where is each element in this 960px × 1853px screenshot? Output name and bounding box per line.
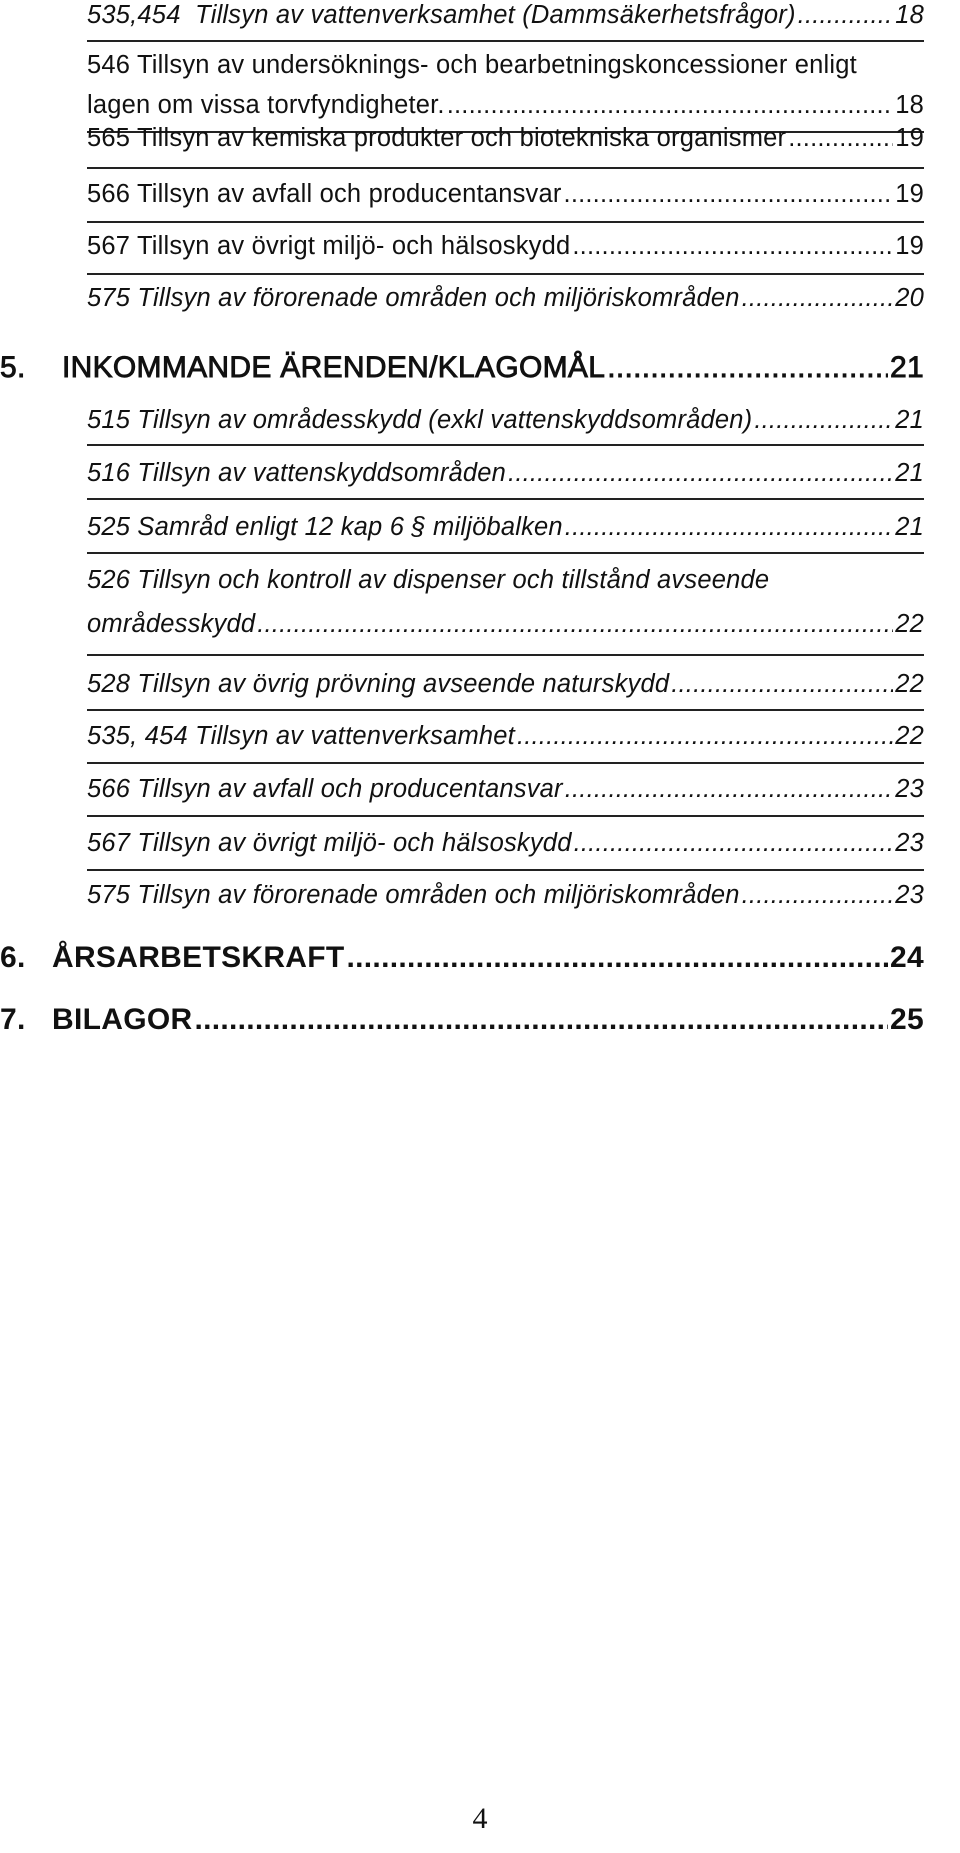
toc-section-title: INKOMMANDE ÄRENDEN/KLAGOMÅL: [62, 351, 606, 384]
toc-leader-dots: [447, 91, 894, 120]
toc-page-number: 19: [895, 180, 924, 208]
toc-leader-dots: [574, 829, 894, 858]
toc-entry-528-nature-protection[interactable]: [87, 670, 924, 711]
toc-leader-dots: [564, 180, 894, 209]
toc-entry-text-line2: lagen om vissa torvfyndigheter.: [87, 91, 445, 119]
toc-leader-dots: [257, 610, 893, 639]
toc-entry-text: 535, 454 Tillsyn av vattenverksamhet: [87, 722, 515, 750]
toc-leader-dots: [572, 232, 893, 261]
toc-entry-525-consultation[interactable]: [87, 513, 924, 554]
toc-leader-dots: [508, 459, 893, 488]
toc-entry-text: 575 Tillsyn av förorenade områden och miljöriskområden: [87, 284, 740, 312]
toc-section-number: 5.: [0, 351, 26, 384]
toc-section-6[interactable]: [0, 941, 924, 981]
toc-entry-text: 516 Tillsyn av vattenskyddsområden: [87, 459, 507, 487]
toc-page-number: 23: [895, 829, 924, 857]
toc-leader-dots: [194, 1003, 888, 1037]
toc-leader-dots: [671, 670, 893, 699]
toc-leader-dots: [788, 124, 893, 153]
toc-page-number: 21: [895, 459, 924, 487]
toc-page-number: 21: [890, 351, 924, 384]
toc-section-title: ÅRSARBETSKRAFT: [52, 941, 345, 974]
toc-entry-567-environment-health-2[interactable]: [87, 829, 924, 871]
toc-entry-567-environment-health[interactable]: [87, 232, 924, 275]
toc-section-number: 6.: [0, 941, 26, 974]
toc-leader-dots: [607, 351, 888, 385]
toc-leader-dots: [565, 513, 893, 542]
toc-entry-515-area-protection[interactable]: [87, 406, 924, 446]
toc-page-number: 21: [895, 406, 924, 434]
toc-page-number: 19: [895, 124, 924, 152]
toc-entry-text: 566 Tillsyn av avfall och producentansvar: [87, 180, 562, 208]
toc-entry-text: 567 Tillsyn av övrigt miljö- och hälsoskydd: [87, 232, 571, 260]
toc-section-title: BILAGOR: [52, 1003, 193, 1036]
toc-leader-dots: [742, 284, 894, 313]
toc-entry-text: 525 Samråd enligt 12 kap 6 § miljöbalken: [87, 513, 563, 541]
toc-entry-text: 528 Tillsyn av övrig prövning avseende naturskydd: [87, 670, 670, 698]
toc-page-number: 23: [895, 775, 924, 803]
toc-page-number: 18: [895, 1, 924, 29]
toc-entry-535-454-water-operations[interactable]: [87, 722, 924, 764]
toc-entry-516-water-protection[interactable]: [87, 459, 924, 500]
toc-entry-text: 566 Tillsyn av avfall och producentansvar: [87, 775, 563, 803]
toc-entry-text-line1: 526 Tillsyn och kontroll av dispenser och tillstånd avseende: [87, 566, 770, 594]
toc-entry-575-contaminated-areas[interactable]: [87, 284, 924, 320]
toc-entry-546-peat-concessions[interactable]: [87, 50, 924, 133]
toc-page-number: 20: [895, 284, 924, 312]
toc-entry-text: 565 Tillsyn av kemiska produkter och biotekniska organismer: [87, 124, 787, 152]
toc-entry-566-waste[interactable]: [87, 180, 924, 223]
toc-entry-526-dispensations[interactable]: [87, 566, 924, 656]
toc-page-number: 22: [895, 670, 924, 698]
toc-entry-566-waste-2[interactable]: [87, 775, 924, 817]
toc-page-number: 19: [895, 232, 924, 260]
toc-entry-text: 515 Tillsyn av områdesskydd (exkl vattenskyddsområden): [87, 406, 753, 434]
toc-page-number: 22: [895, 610, 924, 638]
toc-page-number: 21: [895, 513, 924, 541]
toc-section-number: 7.: [0, 1003, 26, 1036]
toc-leader-dots: [742, 881, 894, 910]
toc-leader-dots: [347, 941, 888, 975]
toc-leader-dots: [517, 722, 893, 751]
toc-entry-text: 535,454 Tillsyn av vattenverksamhet (Dammsäkerhetsfrågor): [87, 1, 796, 29]
toc-page-number: 18: [895, 91, 924, 119]
toc-page-number: 22: [895, 722, 924, 750]
toc-entry-565-chemical-products[interactable]: [87, 124, 924, 169]
toc-leader-dots: [798, 1, 894, 30]
page-number: 4: [472, 1802, 488, 1835]
toc-section-7[interactable]: [0, 1003, 924, 1043]
toc-entry-575-contaminated-areas-2[interactable]: [87, 881, 924, 917]
toc-entry-text-line1: 546 Tillsyn av undersöknings- och bearbetningskoncessioner enligt: [87, 51, 857, 79]
toc-entry-535-454-dam-safety[interactable]: [87, 0, 924, 42]
toc-page-number: 25: [890, 1003, 924, 1036]
toc-leader-dots: [565, 775, 894, 804]
toc-section-5[interactable]: [0, 351, 924, 391]
toc-page-number: 23: [895, 881, 924, 909]
toc-leader-dots: [754, 406, 893, 435]
toc-page-number: 24: [890, 941, 924, 974]
toc-entry-text: 575 Tillsyn av förorenade områden och miljöriskområden: [87, 881, 740, 909]
toc-entry-text: 567 Tillsyn av övrigt miljö- och hälsoskydd: [87, 829, 572, 857]
toc-entry-text-line2: områdesskydd: [87, 610, 256, 638]
